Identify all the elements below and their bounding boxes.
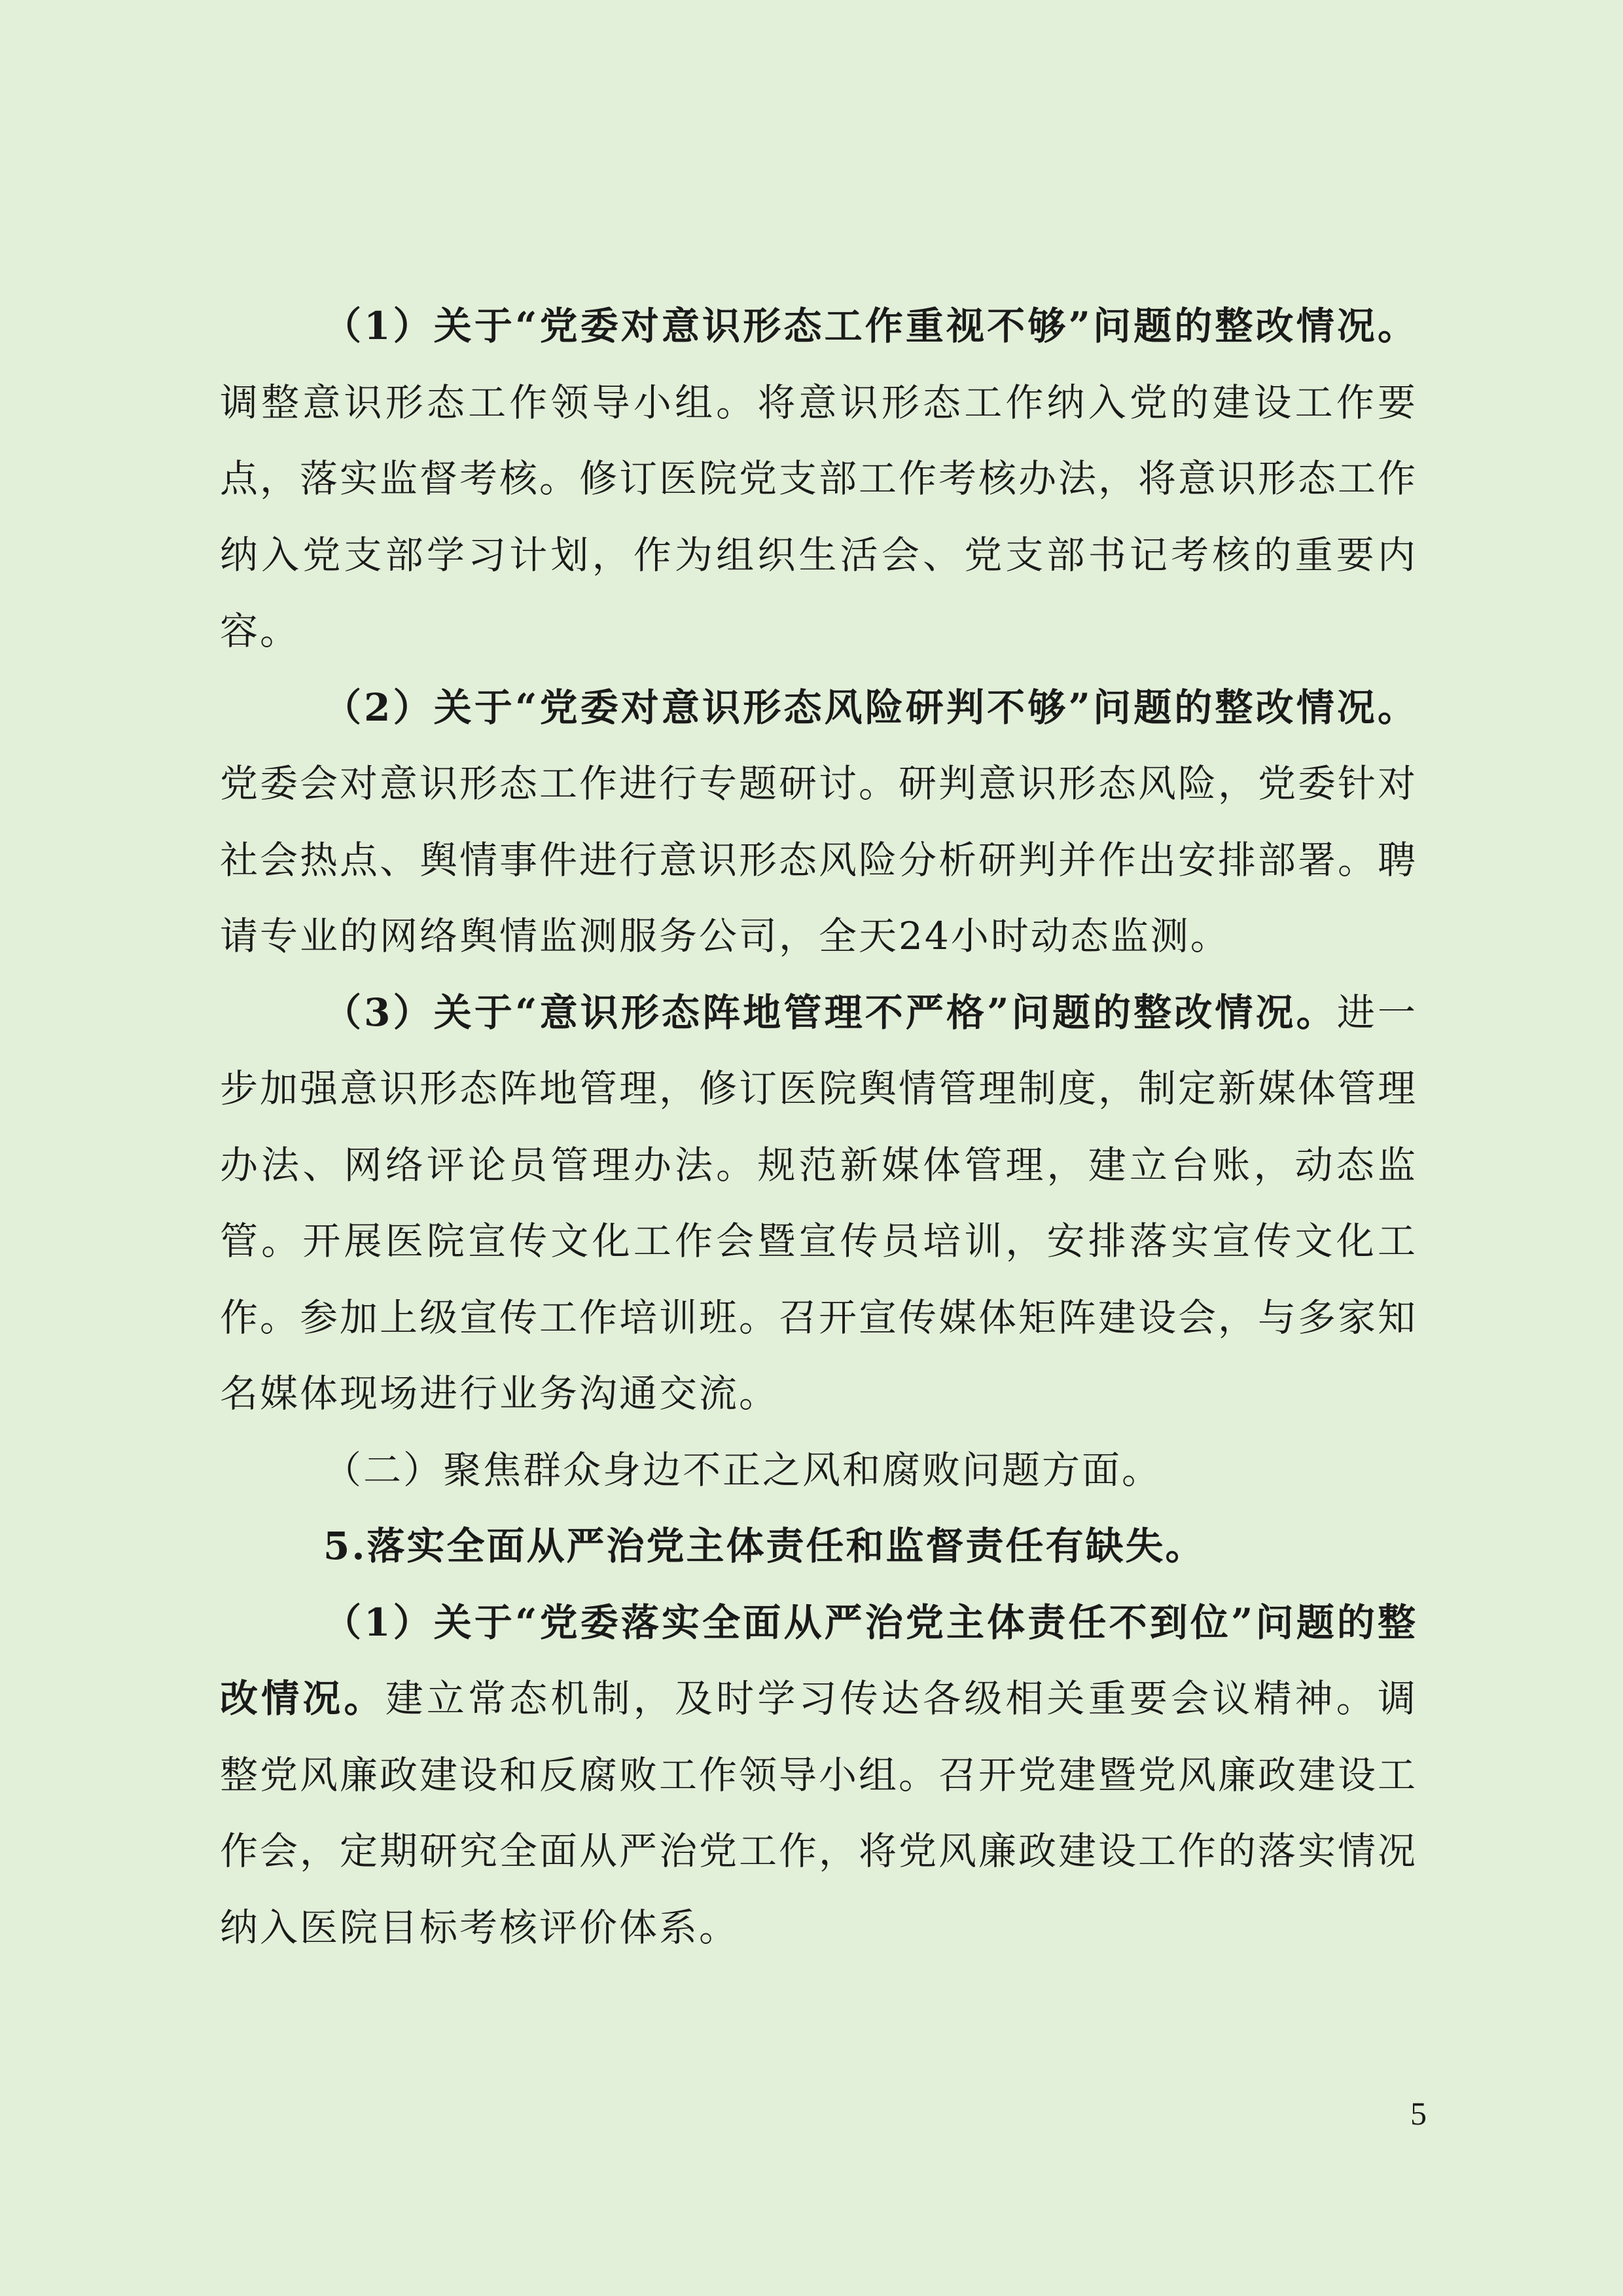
- paragraph-4: [220, 1585, 1418, 1966]
- page-number: 5: [1410, 2095, 1427, 2132]
- paragraph-3-text: 进一步加强意识形态阵地管理，修订医院舆情管理制度，制定新媒体管理办法、网络评论员管理办法。规范新媒体管理，建立台账，动态监管。开展医院宣传文化工作会暨宣传员培训，安排落实宣传文化工作。参加上级宣传工作培训班。召开宣传媒体矩阵建设会，与多家知名媒体现场进行业务沟通交流。: [220, 990, 1418, 1416]
- paragraph-2-text: 党委会对意识形态工作进行专题研讨。研判意识形态风险，党委针对社会热点、舆情事件进行意识形态风险分析研判并作出安排部署。聘请专业的网络舆情监测服务公司，全天24小时动态监测。: [220, 761, 1418, 958]
- paragraph-1-heading: （1）关于“党委对意识形态工作重视不够”问题的整改情况。: [323, 304, 1418, 348]
- paragraph-1-text: 调整意识形态工作领导小组。将意识形态工作纳入党的建设工作要点，落实监督考核。修订医院党支部工作考核办法，将意识形态工作纳入党支部学习计划，作为组织生活会、党支部书记考核的重要内容。: [220, 380, 1418, 653]
- paragraph-4-heading: （1）关于“党委落实全面从严治党主体责任不到位”问题的整改情况。: [220, 1600, 1418, 1721]
- section-heading-2: [220, 1432, 1418, 1509]
- paragraph-3-heading: （3）关于“意识形态阵地管理不严格”问题的整改情况。: [323, 990, 1337, 1035]
- document-body: [220, 288, 1418, 1965]
- paragraph-4-text: 建立常态机制，及时学习传达各级相关重要会议精神。调整党风廉政建设和反腐败工作领导小组。召开党建暨党风廉政建设工作会，定期研究全面从严治党工作，将党风廉政建设工作的落实情况纳入医院目标考核评价体系。: [220, 1676, 1418, 1950]
- item-heading-5-heading: 5.落实全面从严治党主体责任和监督责任有缺失。: [323, 1524, 1205, 1568]
- item-heading-5: [220, 1508, 1418, 1585]
- paragraph-2-heading: （2）关于“党委对意识形态风险研判不够”问题的整改情况。: [323, 685, 1418, 730]
- paragraph-1: [220, 288, 1418, 670]
- section-heading-2-text: （二）聚焦群众身边不正之风和腐败问题方面。: [323, 1447, 1162, 1492]
- paragraph-2: [220, 670, 1418, 975]
- paragraph-3: [220, 975, 1418, 1432]
